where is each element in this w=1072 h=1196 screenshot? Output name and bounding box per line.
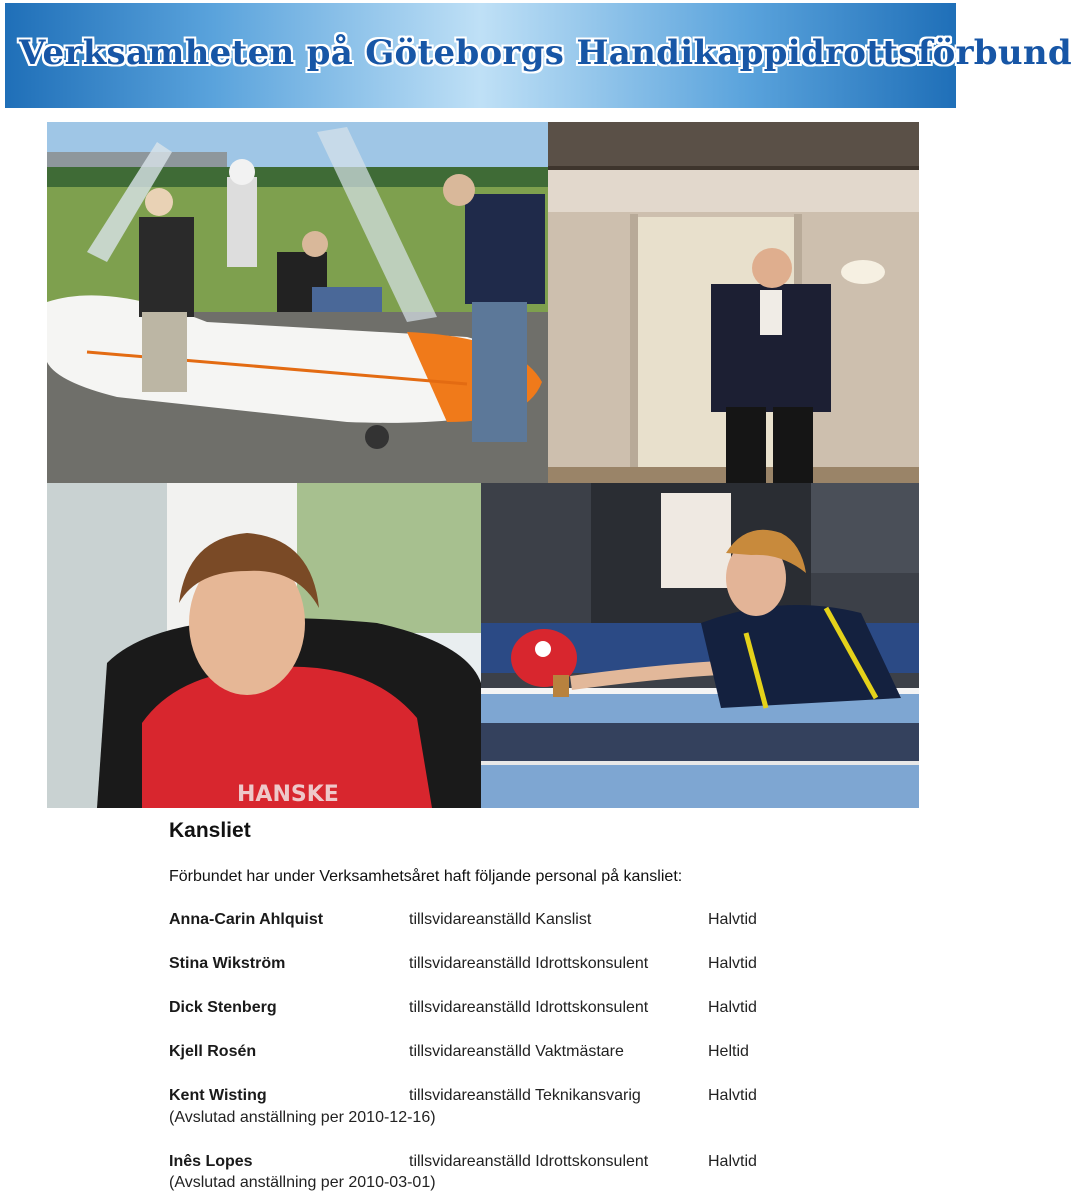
staff-note: (Avslutad anställning per 2010-12-16) [169,1109,436,1126]
staff-name: Kjell Rosén [169,1043,257,1060]
staff-name: Inês Lopes [169,1153,253,1170]
staff-row [169,999,809,1021]
page-title: Verksamheten på Göteborgs Handikappidrottsförbund [19,33,1072,73]
staff-hours: Heltid [708,1043,749,1060]
staff-hours: Halvtid [708,1153,757,1170]
staff-name: Stina Wikström [169,955,286,972]
staff-hours: Halvtid [708,955,757,972]
staff-row [169,1043,809,1065]
staff-hours: Halvtid [708,999,757,1016]
staff-role: tillsvidareanställd Kanslist [409,911,592,928]
photo-man-in-suit [548,122,919,483]
staff-note: (Avslutad anställning per 2010-03-01) [169,1174,436,1191]
staff-name: Anna-Carin Ahlquist [169,911,324,928]
staff-role: tillsvidareanställd Teknikansvarig [409,1087,641,1104]
section-intro: Förbundet har under Verksamhetsåret haft följande personal på kansliet: [169,868,683,885]
photo-table-tennis [481,483,919,808]
staff-role: tillsvidareanställd Idrottskonsulent [409,955,649,972]
staff-role: tillsvidareanställd Idrottskonsulent [409,999,649,1016]
staff-role: tillsvidareanställd Vaktmästare [409,1043,624,1060]
photo-woman-red-hoodie [47,483,481,808]
staff-hours: Halvtid [708,911,757,928]
staff-row [169,955,809,977]
staff-row [169,1153,809,1175]
staff-name: Kent Wisting [169,1087,267,1104]
header-banner [5,3,1072,108]
svg-text:HANSKE: HANSKE [237,782,339,807]
staff-name: Dick Stenberg [169,999,277,1016]
section-title: Kansliet [169,819,251,842]
staff-hours: Halvtid [708,1087,757,1104]
staff-row [169,911,809,933]
staff-role: tillsvidareanställd Idrottskonsulent [409,1153,649,1170]
photo-glider [47,122,548,483]
staff-row [169,1087,809,1109]
